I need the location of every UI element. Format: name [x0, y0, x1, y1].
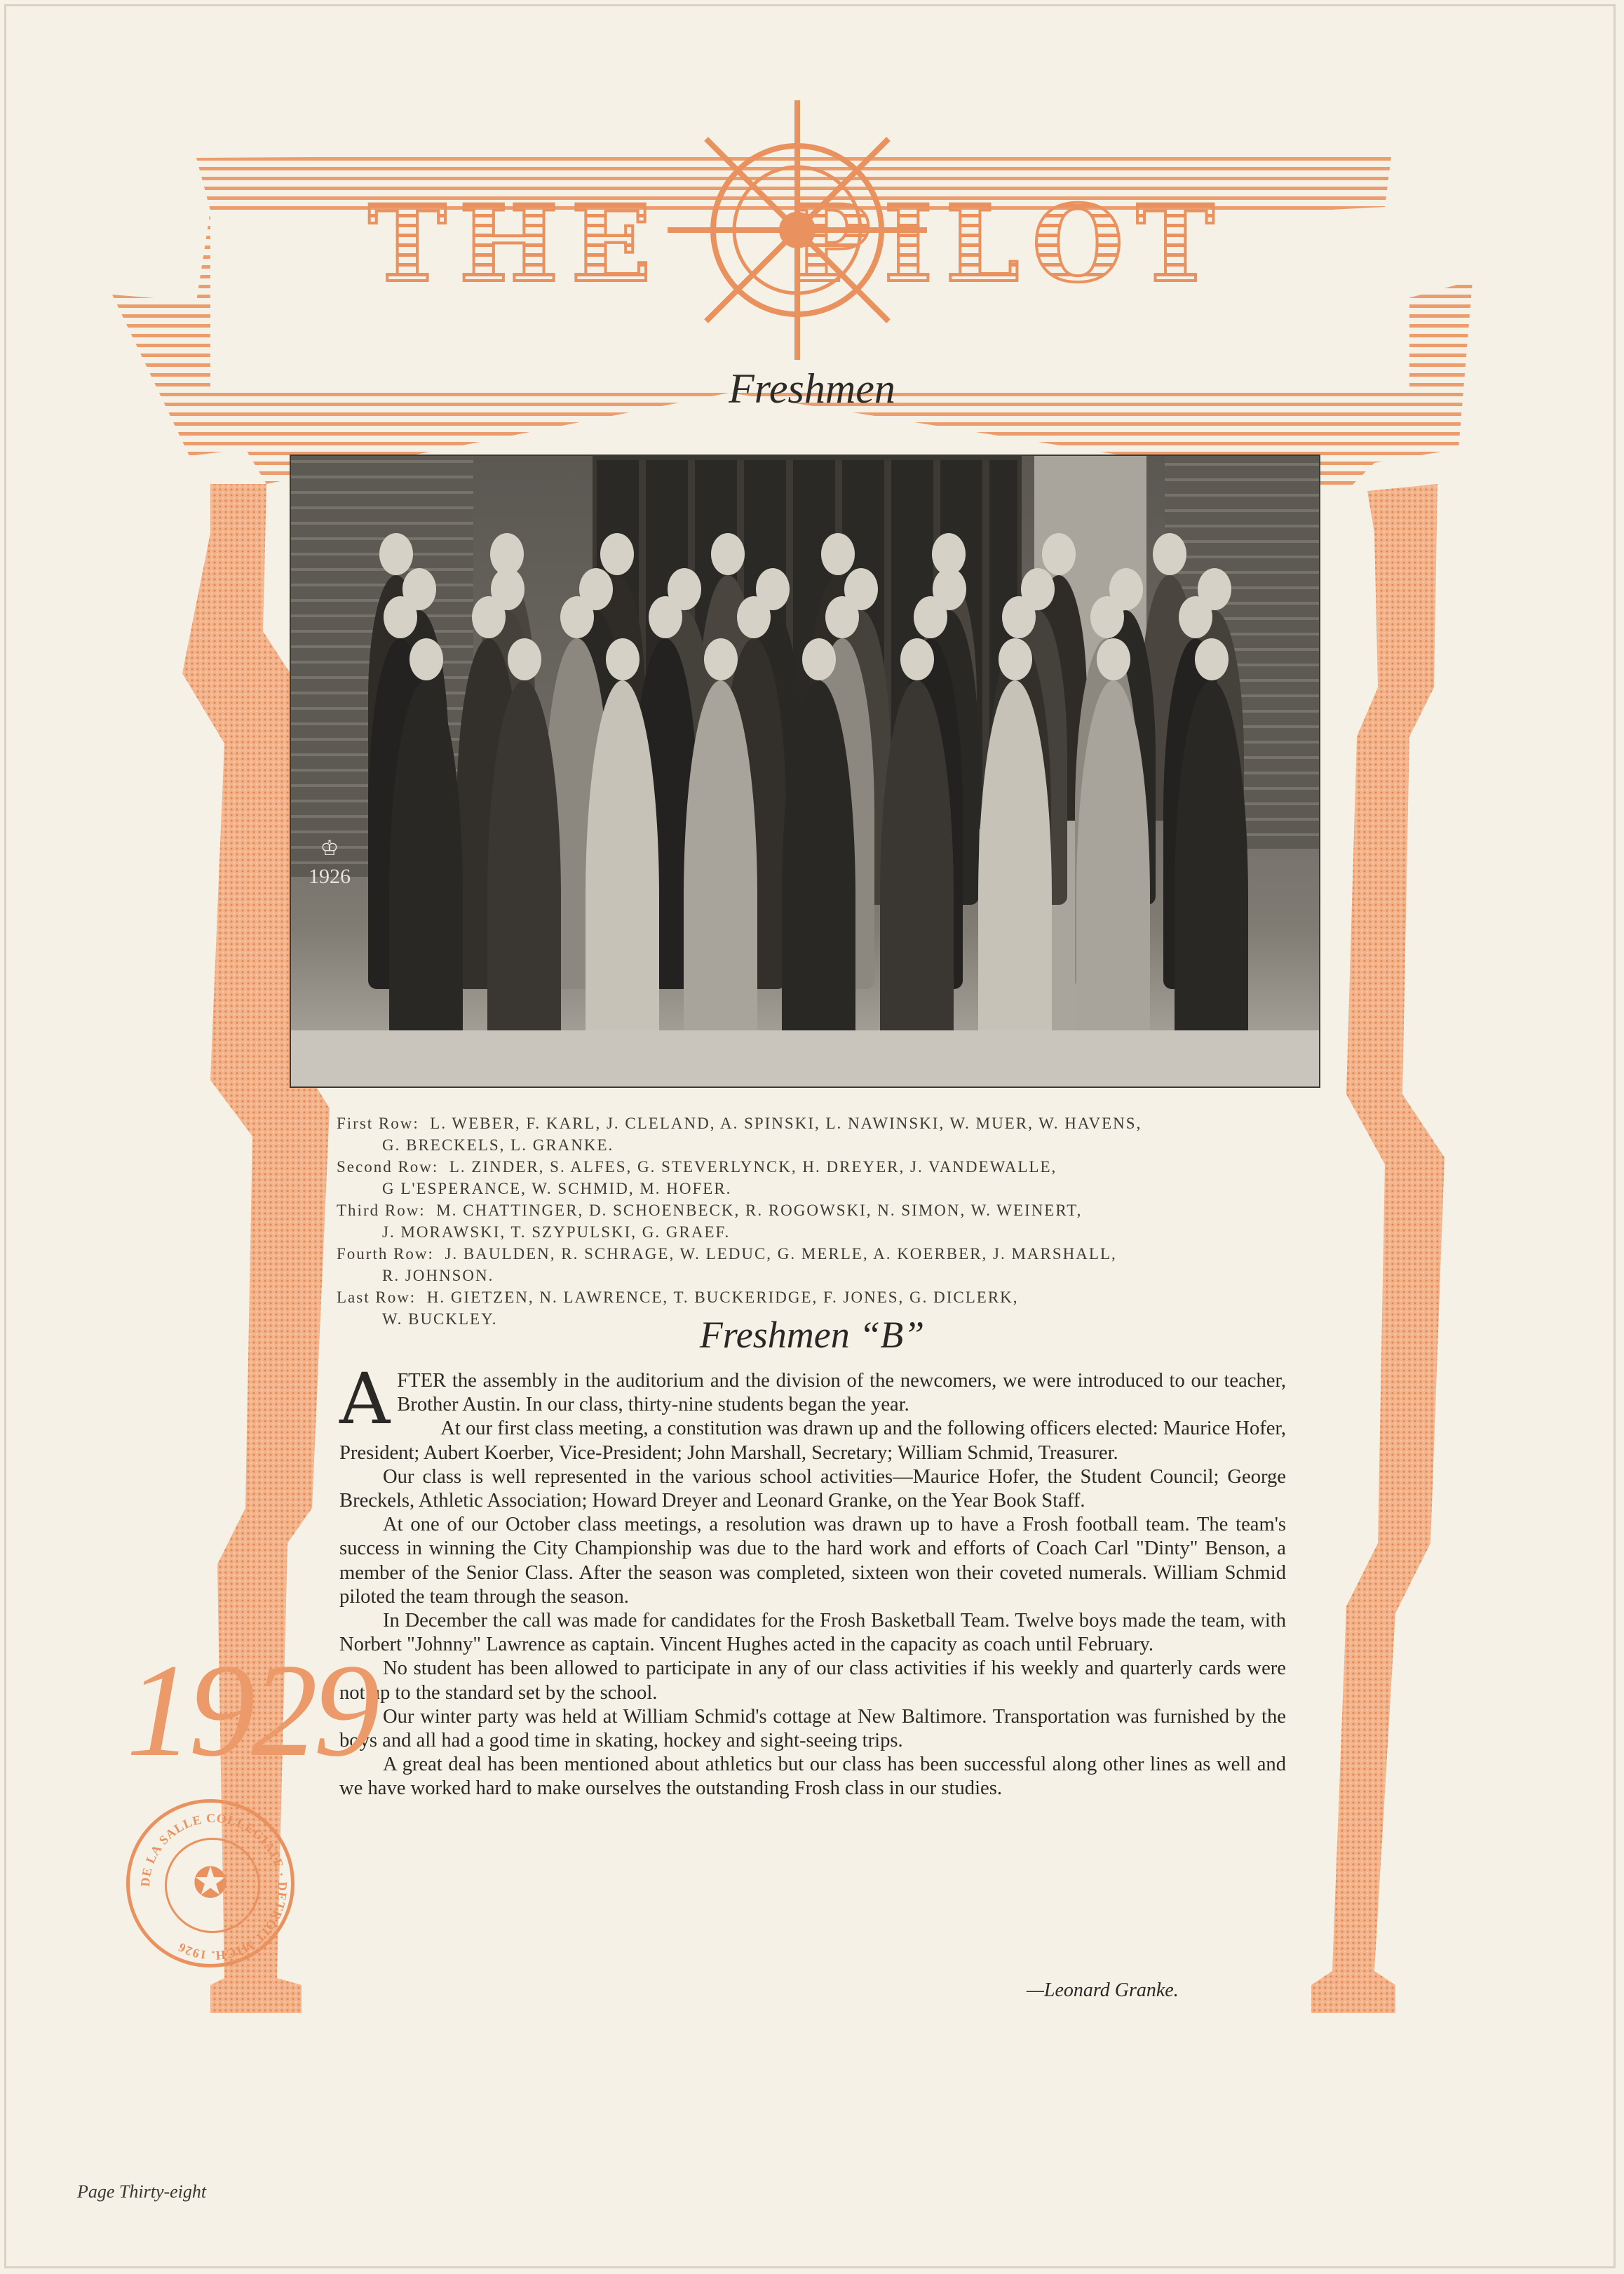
college-seal-icon: DE LA SALLE COLLEGIATE · DETROIT MICH. 1926 ✪	[126, 1799, 295, 1967]
svg-text:DE LA SALLE COLLEGIATE · DETRO: DE LA SALLE COLLEGIATE · DETROIT MICH. 1926	[137, 1810, 290, 1963]
caption-row-4-cont: R. JOHNSON.	[382, 1267, 494, 1284]
photo-person-head	[410, 638, 443, 680]
photo-person-head	[1042, 533, 1076, 575]
photo-person-head	[999, 638, 1032, 680]
page-number: Page Thirty-eight	[77, 2181, 207, 2202]
photo-person-head	[737, 596, 771, 638]
article-body	[339, 1358, 1286, 1801]
class-photo	[290, 455, 1320, 1088]
photo-person-head	[1153, 533, 1186, 575]
photo-person-head	[649, 596, 682, 638]
photo-person-head	[711, 533, 745, 575]
paragraph: Our class is well represented in the various school activities—Maurice Hofer, the Student Council; George Breckels, Athletic Association; Howard Dreyer and Leonard Granke, on the Year Book Staff.	[339, 1465, 1286, 1512]
photo-person-head	[900, 638, 934, 680]
author-signature: —Leonard Granke.	[1027, 1979, 1179, 2001]
section-title: Freshmen “B”	[699, 1314, 925, 1356]
paragraph: No student has been allowed to participate in any of our class activities if his weekly and quarterly cards were not up to the standard set by the school.	[339, 1657, 1286, 1704]
photo-stamp: ♔ 1926	[309, 837, 351, 888]
photo-person-head	[914, 596, 947, 638]
right-column	[1311, 484, 1444, 2013]
photo-ground	[291, 1030, 1319, 1086]
masthead-title-left: THE	[368, 182, 664, 306]
photo-person-head	[1097, 638, 1130, 680]
caption-row-3: Third Row: M. CHATTINGER, D. SCHOENBECK, R. ROGOWSKI, N. SIMON, W. WEINERT,	[337, 1202, 1083, 1219]
photo-person-head	[1179, 596, 1212, 638]
photo-person-head	[379, 533, 413, 575]
photo-person-head	[508, 638, 541, 680]
masthead	[368, 182, 1227, 306]
drop-cap: A	[339, 1358, 391, 1440]
caption-row-5: Last Row: H. GIETZEN, N. LAWRENCE, T. BUCKERIDGE, F. JONES, G. DICLERK,	[337, 1289, 1019, 1306]
photo-person-head	[825, 596, 859, 638]
photo-person-head	[1195, 638, 1229, 680]
caption-row-4: Fourth Row: J. BAULDEN, R. SCHRAGE, W. LEDUC, G. MERLE, A. KOERBER, J. MARSHALL,	[337, 1245, 1117, 1263]
photo-person-head	[600, 533, 634, 575]
caption-row-5-cont: W. BUCKLEY.	[382, 1310, 498, 1328]
paragraph: AFTER the assembly in the auditorium and the division of the newcomers, we were introduced to our teacher, Brother Austin. In our class, thirty-nine students began the year.	[339, 1358, 1286, 1440]
photo-person-head	[606, 638, 640, 680]
photo-person	[389, 680, 463, 1088]
masthead-title-right: PILOT	[792, 182, 1227, 306]
photo-person-head	[802, 638, 836, 680]
caption-row-2: Second Row: L. ZINDER, S. ALFES, G. STEVERLYNCK, H. DREYER, J. VANDEWALLE,	[337, 1158, 1057, 1176]
caption-row-3-cont: J. MORAWSKI, T. SZYPULSKI, G. GRAEF.	[382, 1223, 731, 1241]
photo-person-head	[560, 596, 594, 638]
photo-person-head	[1002, 596, 1036, 638]
caption-row-1-cont: G. BRECKELS, L. GRANKE.	[382, 1136, 614, 1154]
paragraph: Our winter party was held at William Schmid's cottage at New Baltimore. Transportation was furnished by the boys and all had a good time in skating, hockey and sight-seeing trips.	[339, 1705, 1286, 1752]
photo-captions	[337, 1112, 1304, 1330]
paragraph: A great deal has been mentioned about athletics but our class has been successful along other lines as well and we have worked hard to make ourselves the outstanding Frosh class in our studies.	[339, 1754, 1286, 1800]
paragraph: In December the call was made for candidates for the Frosh Basketball Team. Twelve boys made the team, with Norbert "Johnny" Lawrence as captain. Vincent Hughes acted in the capacity as coach until February.	[339, 1610, 1286, 1656]
photo-person-head	[472, 596, 506, 638]
photo-person-head	[821, 533, 855, 575]
caption-row-2-cont: G L'ESPERANCE, W. SCHMID, M. HOFER.	[382, 1180, 732, 1197]
photo-person-head	[1090, 596, 1124, 638]
paragraph: At our first class meeting, a constitution was drawn up and the following officers elected: Maurice Hofer, President; Aubert Koerber, Vice-President; John Marshall, Secretary; William Schmid, Treasurer.	[339, 1418, 1286, 1464]
year-mark: 1929	[126, 1637, 376, 1784]
photo-person-head	[704, 638, 738, 680]
paragraph: At one of our October class meetings, a resolution was drawn up to have a Frosh football team. The team's success in winning the City Championship was due to the hard work and efforts of Coach Carl "Dinty" Benson, a member of the Senior Class. After the season was completed, sixteen won their coveted numerals. William Schmid piloted the team through the season.	[339, 1514, 1286, 1608]
page-subtitle: Freshmen	[729, 365, 895, 412]
caption-row-1: First Row: L. WEBER, F. KARL, J. CLELAND, A. SPINSKI, L. NAWINSKI, W. MUER, W. HAVENS,	[337, 1115, 1142, 1132]
photo-person-head	[384, 596, 417, 638]
photo-group	[340, 547, 1273, 1073]
